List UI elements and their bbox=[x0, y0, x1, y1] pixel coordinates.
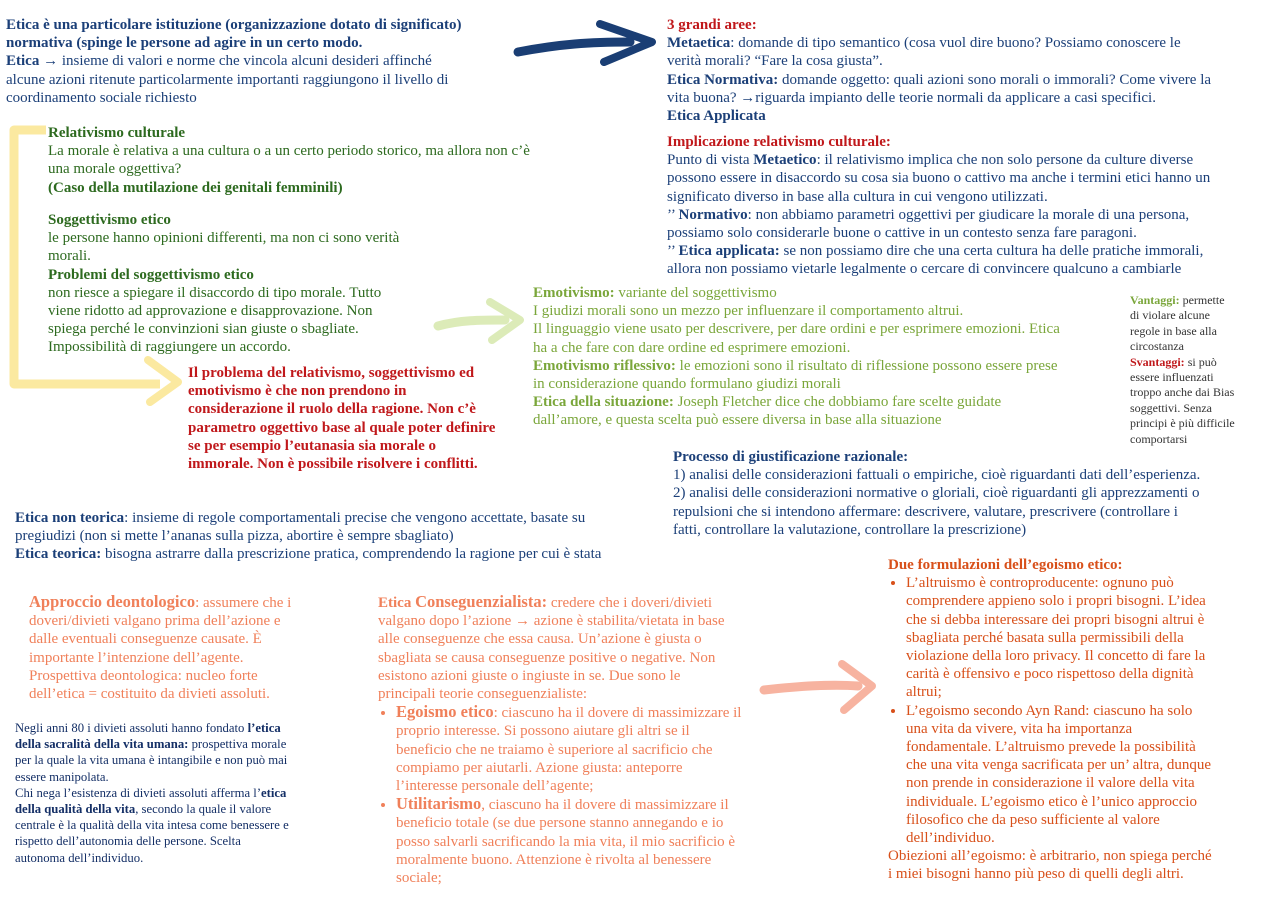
eg-b1-1: • L’altruismo è controproducente: ognuno può bbox=[906, 575, 1174, 592]
impl-1b: Metaetico bbox=[753, 152, 817, 169]
sacralita-block bbox=[15, 720, 355, 866]
conseg-title-rest: credere che i doveri/divieti bbox=[547, 595, 712, 611]
vantaggi-3: regole in base alla bbox=[1130, 323, 1217, 338]
metaetica-lead: Metaetica bbox=[667, 35, 731, 52]
emotivismo-title: Emotivismo: bbox=[533, 285, 615, 301]
eg-b2-6: individuale. L’egoismo etico è l’unico approccio bbox=[906, 793, 1198, 810]
non-teorica-line-2: pregiudizi (non si mette l’ananas sulla pizza, abortire è sempre sbagliato) bbox=[15, 528, 454, 545]
egoismo-bullet-4: compiamo per aiutarli. Azione giusta: anteporre bbox=[396, 759, 683, 776]
utilitarismo-bullet-4: moralmente buono. Attenzione è rivolta al benessere bbox=[396, 851, 712, 868]
teorica-rest: bisogna astrarre dalla prescrizione pratica, comprendendo la ragione per cui è stata bbox=[101, 546, 602, 563]
egoismo-bullet bbox=[396, 703, 778, 795]
problema-block bbox=[188, 364, 538, 473]
eg-b1-3: che si debba interessare dei propri bisogni altrui è bbox=[906, 611, 1205, 628]
deontologico-line-6: dell’etica = costituito da divieti assoluti. bbox=[29, 686, 270, 703]
normativa-text-2: vita buona? →riguarda impianto delle teorie normali da applicare a casi specifici. bbox=[667, 89, 1156, 106]
situazione-rest: Joseph Fletcher dice che dobbiamo fare scelte guidate bbox=[673, 394, 1002, 411]
sacralita-1b: l’etica bbox=[247, 721, 281, 735]
situazione-title: Etica della situazione: bbox=[533, 394, 674, 411]
pink-arrow bbox=[764, 664, 872, 710]
metaetica-text: : domande di tipo semantico (cosa vuol dire buono? Possiamo conoscere le bbox=[730, 35, 1181, 52]
sacralita-6b: della qualità della vita bbox=[15, 802, 136, 817]
vantaggi-title: Vantaggi: bbox=[1130, 293, 1180, 307]
egoismo-formula-1 bbox=[906, 574, 1278, 701]
eg-b1-5: violazione della loro privacy. Il concetto di fare la bbox=[906, 648, 1206, 665]
deontologico-block bbox=[29, 593, 359, 703]
sacralita-1: Negli anni 80 i divieti assoluti hanno fondato bbox=[15, 721, 248, 735]
conseg-title-b: Conseguenzialista: bbox=[415, 592, 548, 611]
eg-b1-7: altrui; bbox=[906, 684, 942, 701]
deontologico-line-2: doveri/divieti valgano prima dell’azione e bbox=[29, 613, 281, 630]
egoismo-bullet-5: l’interesse personale dell’agente; bbox=[396, 778, 594, 795]
deontologico-title-rest: : assumere che i bbox=[195, 595, 292, 611]
egoismo-bullet-rest: : ciascuno ha il dovere di massimizzare il bbox=[493, 705, 742, 722]
impl-1a: Punto di vista bbox=[667, 152, 754, 169]
impl-4c: : non abbiamo parametri oggettivi per giudicare la morale di una persona, bbox=[747, 206, 1190, 223]
egoismo-bullet-2: proprio interesse. Si possono aiutare gli altri se il bbox=[396, 723, 690, 740]
soggettivismo-block bbox=[48, 211, 468, 357]
intro-line-5: coordinamento sociale richiesto bbox=[6, 89, 197, 106]
problemi-line-4: Impossibilità di raggiungere un accordo. bbox=[48, 339, 291, 356]
conseg-line-3: alle conseguenze che essa causa. Un’azione è giusta o bbox=[378, 631, 702, 648]
emotivismo-block bbox=[533, 284, 1125, 430]
aree-block bbox=[667, 16, 1277, 125]
vantaggi-block bbox=[1130, 293, 1278, 447]
processo-line-4: fatti, controllare la valutazione, controllare la prescrizione) bbox=[673, 521, 1027, 538]
deontologico-title: Approccio deontologico bbox=[29, 592, 196, 611]
svantaggi-3: troppo anche dai Bias bbox=[1130, 385, 1235, 400]
eg-b2-2: una vita da vivere, vita ha importanza bbox=[906, 720, 1133, 737]
sacralita-5: Chi nega l’esistenza di divieti assoluti afferma l’ bbox=[15, 785, 262, 800]
intro-etica-lead: Etica bbox=[6, 53, 40, 70]
sacralita-7: centrale è la qualità della vita intesa come benessere e bbox=[15, 818, 289, 833]
emotivismo-line-6: in considerazione quando formulano giudizi morali bbox=[533, 376, 841, 393]
processo-line-3: repulsioni che si intendono affermare: descrivere, valutare, prescrivere (controllare i bbox=[673, 503, 1178, 520]
svantaggi-title: Svantaggi: bbox=[1130, 354, 1185, 369]
eg-b1-6: carità è offensivo e poco rispettoso della dignità bbox=[906, 666, 1194, 683]
teorica-title: Etica teorica: bbox=[15, 546, 102, 563]
utilitarismo-bullet-title: Utilitarismo bbox=[396, 794, 482, 814]
intro-line-1: Etica è una particolare istituzione (organizzazione dotato di significato) bbox=[6, 17, 462, 33]
sacralita-4: essere manipolata. bbox=[15, 769, 109, 784]
utilitarismo-bullet-3: posso salvarli sacrificando la mia vita, il mio sacrificio è bbox=[396, 833, 736, 850]
relativismo-line-2: una morale oggettiva? bbox=[48, 161, 182, 178]
conseguenzialista-block bbox=[378, 593, 778, 887]
sacralita-3: per la quale la vita umana è intangibile e non può mai bbox=[15, 753, 288, 768]
egoismo-list bbox=[888, 574, 1278, 847]
conseg-line-2: valgano dopo l’azione → azione è stabilita/vietata in base bbox=[378, 613, 725, 630]
sacralita-9: autonoma dell’individuo. bbox=[15, 850, 144, 865]
metaetica-text-2: verità morali? “Fare la cosa giusta”. bbox=[667, 53, 883, 70]
soggettivismo-title: Soggettivismo etico bbox=[48, 212, 171, 228]
eg-b2-3: fondamentale. L’altruismo prevede la possibilità bbox=[906, 739, 1196, 756]
svantaggi-2: essere influenzati bbox=[1130, 370, 1214, 385]
etica-applicata-heading: Etica Applicata bbox=[667, 108, 766, 125]
impl-line-3: significato diverso in base alla cultura in cui vengono utilizzati. bbox=[667, 188, 1048, 205]
relativismo-line-3: (Caso della mutilazione dei genitali femminili) bbox=[48, 179, 343, 196]
problema-line-4: parametro oggettivo base al quale poter definire bbox=[188, 419, 496, 436]
eg-b2-5: non prende in considerazione il valore della vita bbox=[906, 775, 1195, 792]
sacralita-2b: della sacralità della vita umana: bbox=[15, 737, 189, 752]
intro-line-2: normativa (spinge le persone ad agire in un certo modo. bbox=[6, 35, 363, 52]
soggettivismo-line-1: le persone hanno opinioni differenti, ma non ci sono verità bbox=[48, 230, 400, 247]
impl-6a: ’’ bbox=[667, 243, 679, 260]
emotivismo-line-3: Il linguaggio viene usato per descrivere, per dare ordini e per esprimere emozioni. Etica bbox=[533, 321, 1060, 338]
implicazione-block bbox=[667, 133, 1279, 279]
relativismo-title: Relativismo culturale bbox=[48, 125, 186, 141]
intro-block bbox=[6, 16, 516, 107]
problema-line-6: immorale. Non è possibile risolvere i conflitti. bbox=[188, 456, 478, 473]
egoismo-bullet-title: Egoismo etico bbox=[396, 702, 494, 722]
eg-b2-8: dell’individuo. bbox=[906, 830, 995, 847]
implicazione-title: Implicazione relativismo culturale: bbox=[667, 134, 891, 150]
eg-b2-4: che una vita venga sacrificata per un’ altra, dunque bbox=[906, 757, 1211, 774]
emotivismo-line-2: I giudizi morali sono un mezzo per influenzare il comportamento altrui. bbox=[533, 303, 964, 320]
normativa-text: domande oggetto: quali azioni sono morali o immorali? Come vivere la bbox=[778, 71, 1212, 88]
non-teorica-rest: : insieme di regole comportamentali precise che vengono accettate, basate su bbox=[124, 510, 586, 526]
obiezioni-2: i miei bisogni hanno più peso di quelli degli altri. bbox=[888, 866, 1184, 883]
svantaggi-1: si può bbox=[1184, 354, 1217, 369]
non-teorica-title: Etica non teorica bbox=[15, 510, 125, 526]
eg-b2-7: filosofico che da peso sufficiente al valore bbox=[906, 811, 1160, 828]
impl-line-5: possiamo solo considerarle buone o cattive in un contesto senza fare paragoni. bbox=[667, 225, 1137, 242]
blue-arrow bbox=[518, 24, 652, 62]
soggettivismo-line-2: morali. bbox=[48, 248, 91, 265]
processo-line-1: 1) analisi delle considerazioni fattuali o empiriche, cioè riguardanti dati dell’esperienza. bbox=[673, 467, 1201, 484]
eg-b1-2: comprendere appieno solo i propri bisogni. L’idea bbox=[906, 593, 1206, 610]
conseg-bullet-list bbox=[378, 703, 778, 887]
problemi-line-2: viene ridotto ad approvazione e disapprovazione. Non bbox=[48, 303, 373, 320]
svantaggi-4: soggettivi. Senza bbox=[1130, 400, 1212, 415]
processo-block bbox=[673, 448, 1278, 539]
impl-line-7: allora non possiamo vietarle legalmente o cercare di convincere qualcuno a cambiarle bbox=[667, 261, 1182, 278]
conseg-title-a: Etica bbox=[378, 595, 416, 611]
obiezioni-1: Obiezioni all’egoismo: è arbitrario, non spiega perché bbox=[888, 848, 1212, 865]
intro-line-4: alcune azioni ritenute particolarmente importanti raggiungono il livello di bbox=[6, 71, 449, 88]
emotivismo-line-4: ha a che fare con dare ordine ed esprimere emozioni. bbox=[533, 339, 851, 356]
problema-line-1: Il problema del relativismo, soggettivismo ed bbox=[188, 365, 475, 381]
eg-b2-1: • L’egoismo secondo Ayn Rand: ciascuno ha solo bbox=[906, 702, 1193, 719]
deontologico-line-4: importante l’intenzione dell’agente. bbox=[29, 649, 244, 666]
riflessivo-rest: le emozioni sono il risultato di riflessione possono essere prese bbox=[675, 357, 1058, 374]
intro-line-3: → insieme di valori e norme che vincola alcuni desideri affinché bbox=[39, 53, 432, 70]
sacralita-5b: etica bbox=[261, 785, 287, 800]
conseg-line-5: esistono azioni giuste o ingiuste in se. Due sono le bbox=[378, 667, 681, 684]
egoismo-block bbox=[888, 556, 1278, 884]
normativa-lead: Etica Normativa: bbox=[667, 71, 779, 88]
vantaggi-4: circostanza bbox=[1130, 339, 1184, 354]
deontologico-line-5: Prospettiva deontologica: nucleo forte bbox=[29, 667, 258, 684]
impl-6b: Etica applicata: bbox=[678, 243, 780, 260]
vantaggi-2: di violare alcune bbox=[1130, 308, 1210, 323]
deontologico-line-3: dalle eventuali conseguenze causate. È bbox=[29, 631, 262, 648]
problema-line-3: considerazione il ruolo della ragione. Non c’è bbox=[188, 401, 476, 418]
problemi-title: Problemi del soggettivismo etico bbox=[48, 266, 254, 283]
sacralita-2: prospettiva morale bbox=[188, 737, 287, 752]
relativismo-line-1: La morale è relativa a una cultura o a un certo periodo storico, ma allora non c’è bbox=[48, 143, 530, 160]
relativismo-block bbox=[48, 124, 608, 197]
egoismo-bullet-3: beneficio che ne traiamo è superiore al sacrificio che bbox=[396, 741, 713, 758]
sacralita-6: , secondo la quale il valore bbox=[135, 802, 272, 817]
utilitarismo-bullet-2: beneficio totale (se due persone stanno annegando e io bbox=[396, 815, 724, 832]
utilitarismo-bullet-rest: , ciascuno ha il dovere di massimizzare il bbox=[481, 797, 729, 814]
aree-title: 3 grandi aree: bbox=[667, 17, 757, 33]
impl-4a: ’’ bbox=[667, 206, 679, 223]
utilitarismo-bullet bbox=[396, 795, 778, 887]
emotivismo-line-8: dall’amore, e questa scelta può essere diversa in base alla situazione bbox=[533, 412, 942, 429]
problema-line-2: emotivismo è che non prendono in bbox=[188, 383, 407, 400]
svantaggi-6: comportarsi bbox=[1130, 431, 1188, 446]
impl-4b: Normativo bbox=[678, 206, 748, 223]
impl-line-2: possono essere in disaccordo su cosa sia buono o cattivo ma anche i termini etici hanno un bbox=[667, 170, 1211, 187]
riflessivo-title: Emotivismo riflessivo: bbox=[533, 357, 676, 374]
processo-title: Processo di giustificazione razionale: bbox=[673, 449, 909, 465]
teorica-block bbox=[15, 509, 675, 564]
conseg-line-4: sbagliata se causa conseguenze positive o negative. Non bbox=[378, 649, 716, 666]
problemi-line-3: spiega perché le convinzioni sian giuste o sbagliate. bbox=[48, 321, 359, 338]
problemi-line-1: non riesce a spiegare il disaccordo di tipo morale. Tutto bbox=[48, 284, 382, 301]
egoismo-formula-2 bbox=[906, 702, 1278, 848]
emotivismo-title-rest: variante del soggettivismo bbox=[614, 285, 777, 301]
processo-line-2: 2) analisi delle considerazioni normative o gloriali, cioè riguardanti gli apprezzamenti o bbox=[673, 485, 1200, 502]
eg-b1-4: sbagliata perché basata sulla permissibili della bbox=[906, 629, 1184, 646]
impl-6c: se non possiamo dire che una certa cultura ha delle pratiche immorali, bbox=[779, 243, 1204, 260]
conseg-line-6: principali teorie conseguenzialiste: bbox=[378, 686, 588, 703]
egoismo-title: Due formulazioni dell’egoismo etico: bbox=[888, 557, 1123, 573]
svantaggi-5: principi è più difficile bbox=[1130, 416, 1235, 431]
problema-line-5: se per esempio l’eutanasia sia morale o bbox=[188, 437, 437, 454]
utilitarismo-bullet-5: sociale; bbox=[396, 870, 442, 887]
vantaggi-1: permette bbox=[1179, 293, 1225, 307]
impl-1c: : il relativismo implica che non solo persone da culture diverse bbox=[816, 152, 1194, 169]
sacralita-8: rispetto dell’autonomia delle persone. Scelta bbox=[15, 834, 241, 849]
